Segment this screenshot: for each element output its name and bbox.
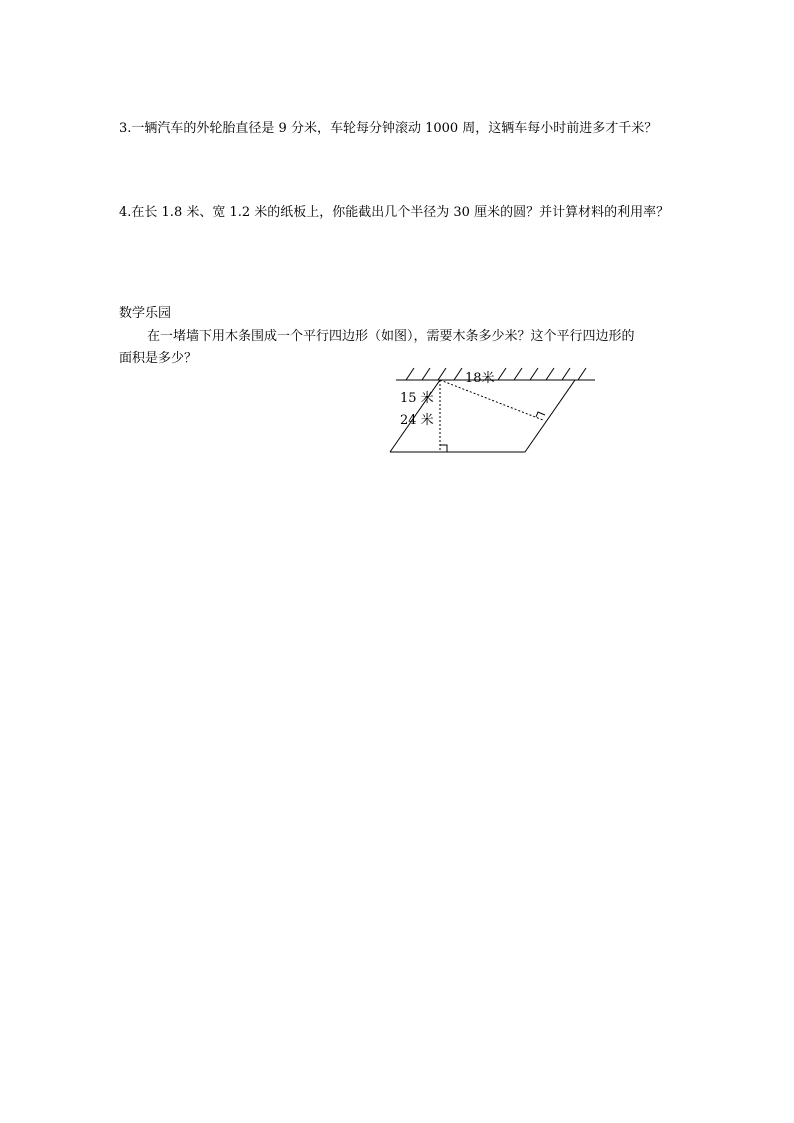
right-angle-mark-side (536, 412, 545, 417)
right-angle-mark-bottom (440, 445, 447, 452)
question-4: 4.在长 1.8 米、宽 1.2 米的纸板上，你能截出几个半径为 30 厘米的圆？并计算材料的利用率？ (119, 205, 670, 220)
perpendicular-line (440, 380, 543, 420)
garden-problem-line-2: 面积是多少？ (119, 351, 198, 366)
parallelogram-figure (380, 360, 600, 460)
question-3: 3.一辆汽车的外轮胎直径是 9 分米，车轮每分钟滚动 1000 周，这辆车每小时前进多才千米？ (119, 121, 658, 136)
wall-hatching (406, 368, 586, 380)
garden-problem-line-1: 在一堵墙下用木条围成一个平行四边形（如图），需要木条多少米？这个平行四边形的 (147, 329, 635, 344)
section-title: 数学乐园 (119, 306, 172, 321)
right-side (525, 380, 575, 452)
label-top: 18米 (465, 371, 495, 386)
label-side: 24 米 (400, 413, 434, 428)
label-height: 15 米 (400, 391, 434, 406)
